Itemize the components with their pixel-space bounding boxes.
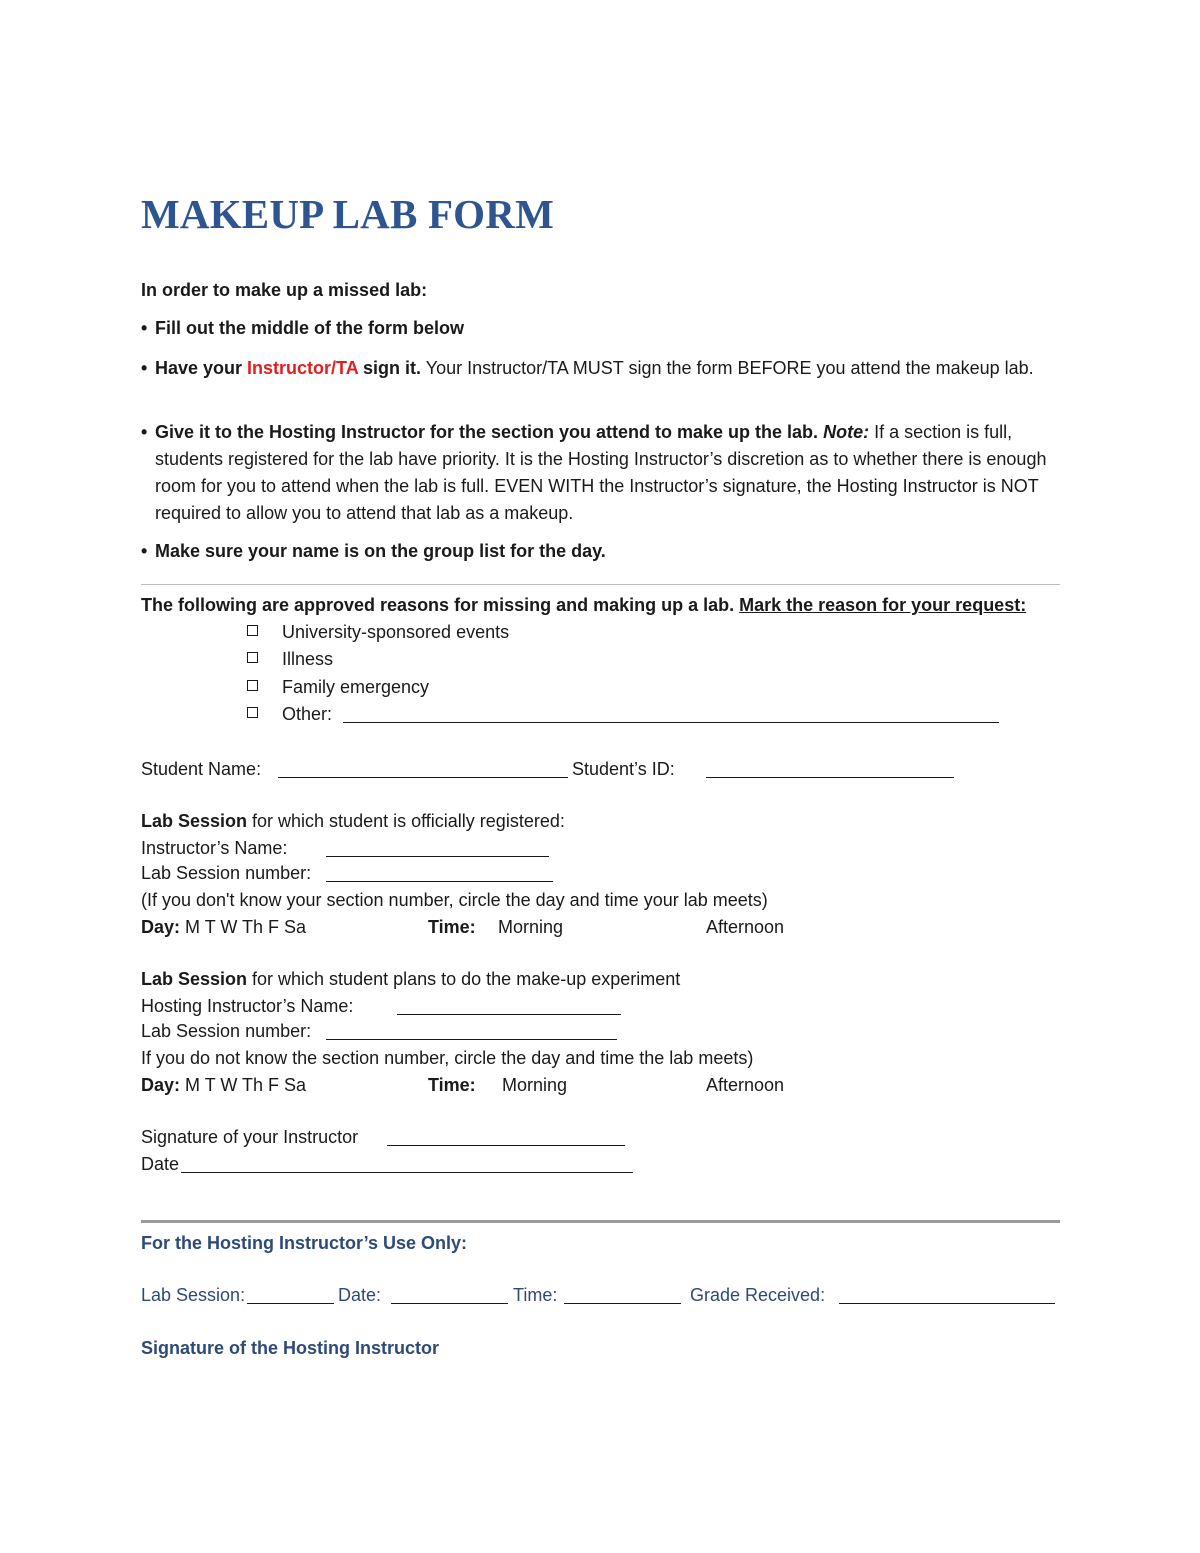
registered-instructor-label: Instructor’s Name: (141, 838, 288, 858)
bullet-glyph: • (141, 422, 148, 442)
reasons-mark-instruction: Mark the reason for your request: (739, 595, 1027, 615)
hosting-grade-label: Grade Received: (690, 1285, 826, 1305)
instructor-ta-highlight: Instructor/TA (247, 358, 359, 378)
day-label: Day: (141, 917, 181, 937)
registered-instructor-field[interactable] (326, 856, 549, 857)
intro-text: In order to make up a missed lab: (141, 280, 428, 300)
hosting-signature-label: Signature of the Hosting Instructor (141, 1338, 440, 1358)
day-options[interactable]: M T W Th F Sa (185, 917, 307, 937)
makeup-hint: If you do not know the section number, circle the day and time the lab meets) (141, 1048, 754, 1068)
day-label: Day: (141, 1075, 181, 1095)
reason-label-university-events: University-sponsored events (282, 622, 510, 642)
bullet-bold: Give it to the Hosting Instructor for the section you attend to make up the lab. (155, 422, 819, 442)
makeup-session-label: Lab Session number: (141, 1021, 312, 1041)
reasons-lead: The following are approved reasons for missing and making up a lab. (141, 595, 740, 615)
makeup-instructor-field[interactable] (397, 1014, 621, 1015)
checkbox-family-emergency[interactable] (247, 680, 258, 691)
hosting-heading: For the Hosting Instructor’s Use Only: (141, 1233, 468, 1253)
page-title: MAKEUP LAB FORM (141, 191, 554, 237)
makeup-session-heading (141, 966, 680, 993)
hosting-lab-session-label: Lab Session: (141, 1285, 246, 1305)
reason-label-family-emergency: Family emergency (282, 677, 430, 697)
reason-label-illness: Illness (282, 649, 334, 669)
heading-rest: for which student is officially registered: (247, 811, 565, 831)
reason-label-other: Other: (282, 704, 333, 724)
bullet-rest: If a section is full, students registered for the lab have priority. It is the Hosting Instructor’s discretion as to whether there is enough room for you to attend when the lab is full. EVEN WITH the Instructor’s signature, the Hosting Instructor is NOT required to allow you to attend that lab as a makeup. (155, 422, 1047, 523)
instruction-bullet-group-list (141, 538, 1066, 565)
checkbox-university-events[interactable] (247, 625, 258, 636)
makeup-time-morning[interactable]: Morning (502, 1075, 568, 1095)
bullet-text (155, 355, 1066, 382)
hosting-divider (141, 1220, 1060, 1223)
registered-time-label: Time: (428, 917, 476, 937)
heading-rest: for which student plans to do the make-up experiment (247, 969, 681, 989)
makeup-time-afternoon[interactable]: Afternoon (706, 1075, 785, 1095)
section-divider (141, 584, 1060, 585)
bullet-lead: Have your (155, 358, 248, 378)
hosting-date-field[interactable] (391, 1303, 508, 1304)
lab-session-bold: Lab Session (141, 811, 248, 831)
registered-session-heading (141, 808, 565, 835)
makeup-session-field[interactable] (326, 1039, 617, 1040)
bullet-glyph: • (141, 318, 148, 338)
instructor-signature-field[interactable] (387, 1145, 625, 1146)
note-label: Note: (823, 422, 870, 442)
makeup-instructor-label: Hosting Instructor’s Name: (141, 996, 354, 1016)
registered-session-field[interactable] (326, 881, 553, 882)
hosting-date-label: Date: (338, 1285, 382, 1305)
other-reason-field[interactable] (343, 722, 999, 723)
lab-session-bold: Lab Session (141, 969, 248, 989)
student-id-label: Student’s ID: (572, 759, 675, 779)
hosting-time-field[interactable] (564, 1303, 681, 1304)
registered-hint: (If you don't know your section number, circle the day and time your lab meets) (141, 890, 768, 910)
bullet-glyph: • (141, 358, 148, 378)
signature-date-field[interactable] (181, 1172, 633, 1173)
makeup-day-row (141, 1072, 306, 1099)
bullet-rest: Your Instructor/TA MUST sign the form BEFORE you attend the makeup lab. (421, 358, 1034, 378)
bullet-text: Fill out the middle of the form below (155, 318, 464, 338)
checkbox-illness[interactable] (247, 652, 258, 663)
registered-time-afternoon[interactable]: Afternoon (706, 917, 785, 937)
hosting-time-label: Time: (513, 1285, 558, 1305)
bullet-bold: sign it. (358, 358, 422, 378)
bullet-text (155, 419, 1066, 527)
instructor-signature-label: Signature of your Instructor (141, 1127, 359, 1147)
makeup-time-label: Time: (428, 1075, 476, 1095)
instruction-bullet-sign (141, 355, 1066, 382)
registered-session-label: Lab Session number: (141, 863, 312, 883)
bullet-text: Make sure your name is on the group list for the day. (155, 541, 606, 561)
registered-time-morning[interactable]: Morning (498, 917, 564, 937)
signature-date-label: Date (141, 1154, 180, 1174)
student-name-field[interactable] (278, 777, 568, 778)
bullet-glyph: • (141, 541, 148, 561)
hosting-lab-session-field[interactable] (247, 1303, 334, 1304)
registered-day-row (141, 914, 306, 941)
student-name-label: Student Name: (141, 759, 262, 779)
student-id-field[interactable] (706, 777, 954, 778)
reasons-heading (141, 592, 1026, 619)
instruction-bullet-hosting (141, 419, 1066, 527)
checkbox-other[interactable] (247, 707, 258, 718)
hosting-grade-field[interactable] (839, 1303, 1055, 1304)
day-options[interactable]: M T W Th F Sa (185, 1075, 307, 1095)
instruction-bullet-fill-form (141, 315, 1066, 342)
